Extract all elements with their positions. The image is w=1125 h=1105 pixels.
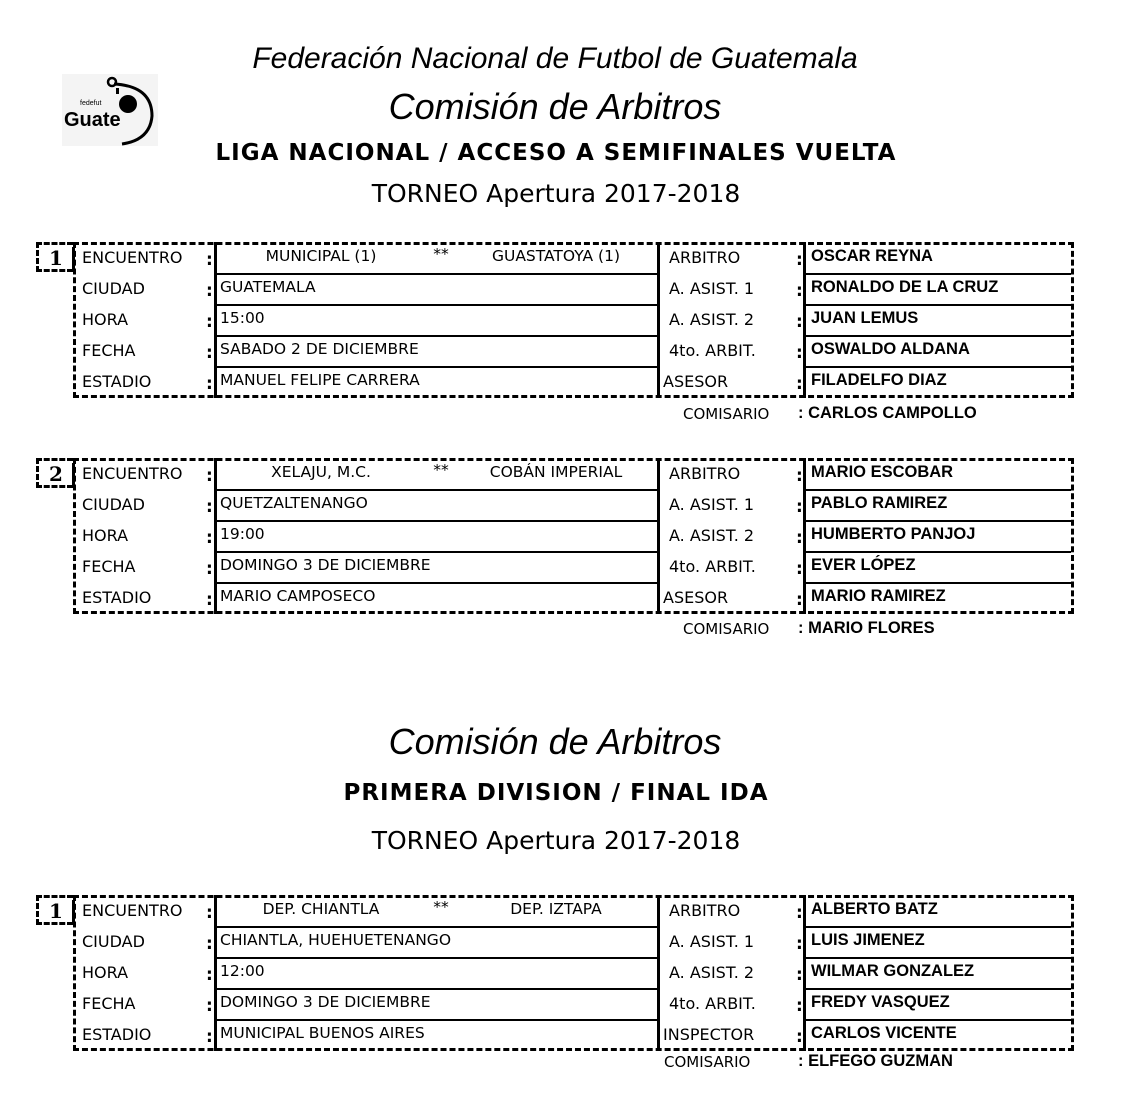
- official-colon: :: [796, 528, 803, 548]
- home-team: MUNICIPAL (1): [265, 247, 377, 265]
- column-divider: [803, 458, 806, 614]
- official-role: A. ASIST. 1: [669, 495, 755, 514]
- field-label: CIUDAD: [82, 495, 145, 514]
- official-name: OSWALDO ALDANA: [811, 340, 970, 358]
- field-value: QUETZALTENANGO: [220, 494, 368, 512]
- column-divider: [657, 458, 660, 614]
- field-label: CIUDAD: [82, 279, 145, 298]
- official-name: RONALDO DE LA CRUZ: [811, 278, 999, 296]
- field-colon: :: [206, 281, 213, 301]
- field-colon: :: [206, 965, 213, 985]
- tournament-title: TORNEO Apertura 2017-2018: [371, 179, 741, 208]
- commission-title: Comisión de Arbitros: [388, 86, 722, 127]
- field-value: DOMINGO 3 DE DICIEMBRE: [220, 993, 431, 1011]
- official-colon: :: [796, 497, 803, 517]
- commission-title: Comisión de Arbitros: [388, 721, 722, 762]
- match-block: [36, 458, 1074, 614]
- field-label: FECHA: [82, 557, 136, 576]
- match-number-text: 2: [49, 462, 63, 486]
- field-label: ESTADIO: [82, 372, 152, 391]
- competition-title: LIGA NACIONAL / ACCESO A SEMIFINALES VUELTA: [215, 140, 897, 166]
- official-name: PABLO RAMIREZ: [811, 494, 948, 512]
- field-label: FECHA: [82, 994, 136, 1013]
- match-block: [36, 242, 1074, 398]
- official-role: ASESOR: [663, 372, 729, 391]
- official-name: OSCAR REYNA: [811, 247, 933, 265]
- official-name: FREDY VASQUEZ: [811, 993, 950, 1011]
- official-role: 4to. ARBIT.: [669, 341, 756, 360]
- field-colon: :: [206, 903, 213, 923]
- official-colon: :: [796, 312, 803, 332]
- field-label: HORA: [82, 963, 129, 982]
- official-colon: :: [796, 903, 803, 923]
- field-value: 12:00: [220, 962, 265, 980]
- column-divider: [803, 242, 806, 398]
- field-label: ENCUENTRO: [82, 901, 183, 920]
- field-value: MUNICIPAL BUENOS AIRES: [220, 1024, 425, 1042]
- field-value: DOMINGO 3 DE DICIEMBRE: [220, 556, 431, 574]
- official-name: MARIO ESCOBAR: [811, 463, 954, 481]
- official-colon: :: [796, 343, 803, 363]
- field-value: GUATEMALA: [220, 278, 316, 296]
- column-divider: [803, 895, 806, 1051]
- field-label: HORA: [82, 526, 129, 545]
- official-role: A. ASIST. 2: [669, 526, 755, 545]
- official-colon: :: [796, 281, 803, 301]
- field-colon: :: [206, 1027, 213, 1047]
- field-label: CIUDAD: [82, 932, 145, 951]
- official-role: ARBITRO: [669, 464, 741, 483]
- field-colon: :: [206, 466, 213, 486]
- column-divider: [214, 895, 217, 1051]
- commissioner-name: : ELFEGO GUZMAN: [798, 1052, 953, 1070]
- field-value: MARIO CAMPOSECO: [220, 587, 376, 605]
- field-colon: :: [206, 934, 213, 954]
- official-name: FILADELFO DIAZ: [811, 371, 947, 389]
- official-colon: :: [796, 374, 803, 394]
- match-number-text: 1: [49, 246, 63, 270]
- official-colon: :: [796, 559, 803, 579]
- official-name: MARIO RAMIREZ: [811, 587, 946, 605]
- official-role: 4to. ARBIT.: [669, 557, 756, 576]
- field-colon: :: [206, 250, 213, 270]
- column-divider: [657, 895, 660, 1051]
- match-number: [36, 242, 73, 272]
- field-colon: :: [206, 559, 213, 579]
- commissioner-role: COMISARIO: [664, 1053, 751, 1071]
- field-label: ESTADIO: [82, 588, 152, 607]
- official-colon: :: [796, 934, 803, 954]
- field-label: ESTADIO: [82, 1025, 152, 1044]
- commissioner-role: COMISARIO: [683, 620, 770, 638]
- official-role: 4to. ARBIT.: [669, 994, 756, 1013]
- field-value: MANUEL FELIPE CARRERA: [220, 371, 420, 389]
- field-value: 15:00: [220, 309, 265, 327]
- official-role: A. ASIST. 2: [669, 310, 755, 329]
- match-number-text: 1: [49, 899, 63, 923]
- tournament-title: TORNEO Apertura 2017-2018: [371, 826, 741, 855]
- svg-text:fedefut: fedefut: [80, 100, 102, 107]
- field-value: 19:00: [220, 525, 265, 543]
- official-role: A. ASIST. 2: [669, 963, 755, 982]
- official-role: A. ASIST. 1: [669, 932, 755, 951]
- field-colon: :: [206, 312, 213, 332]
- official-role: INSPECTOR: [663, 1025, 755, 1044]
- column-divider: [214, 458, 217, 614]
- vs-marker: **: [433, 461, 449, 479]
- official-colon: :: [796, 996, 803, 1016]
- official-name: EVER LÓPEZ: [811, 556, 916, 574]
- official-name: ALBERTO BATZ: [811, 900, 938, 918]
- official-colon: :: [796, 250, 803, 270]
- match-number: [36, 895, 73, 925]
- row-divider: [216, 304, 658, 306]
- field-label: HORA: [82, 310, 129, 329]
- column-divider: [657, 242, 660, 398]
- commissioner-name: : CARLOS CAMPOLLO: [798, 404, 977, 422]
- field-colon: :: [206, 497, 213, 517]
- official-name: WILMAR GONZALEZ: [811, 962, 975, 980]
- field-colon: :: [206, 590, 213, 610]
- commissioner-name: : MARIO FLORES: [798, 619, 935, 637]
- vs-marker: **: [433, 898, 449, 916]
- column-divider: [214, 242, 217, 398]
- field-colon: :: [206, 528, 213, 548]
- field-value: CHIANTLA, HUEHUETENANGO: [220, 931, 452, 949]
- away-team: COBÁN IMPERIAL: [489, 463, 623, 481]
- official-colon: :: [796, 1027, 803, 1047]
- official-name: JUAN LEMUS: [811, 309, 919, 327]
- field-colon: :: [206, 374, 213, 394]
- official-colon: :: [796, 965, 803, 985]
- row-divider: [216, 520, 658, 522]
- federation-title: Federación Nacional de Futbol de Guatemala: [252, 42, 858, 75]
- home-team: DEP. CHIANTLA: [262, 900, 380, 918]
- official-colon: :: [796, 466, 803, 486]
- official-role: ASESOR: [663, 588, 729, 607]
- commissioner-role: COMISARIO: [683, 405, 770, 423]
- home-team: XELAJU, M.C.: [271, 463, 371, 481]
- field-label: ENCUENTRO: [82, 248, 183, 267]
- match-number: [36, 458, 73, 488]
- field-value: SABADO 2 DE DICIEMBRE: [220, 340, 419, 358]
- official-role: ARBITRO: [669, 248, 741, 267]
- official-role: ARBITRO: [669, 901, 741, 920]
- official-colon: :: [796, 590, 803, 610]
- official-role: A. ASIST. 1: [669, 279, 755, 298]
- field-label: FECHA: [82, 341, 136, 360]
- field-colon: :: [206, 343, 213, 363]
- competition-title: PRIMERA DIVISION / FINAL IDA: [343, 780, 769, 806]
- official-name: LUIS JIMENEZ: [811, 931, 925, 949]
- away-team: DEP. IZTAPA: [510, 900, 602, 918]
- row-divider: [216, 957, 658, 959]
- away-team: GUASTATOYA (1): [491, 247, 621, 265]
- official-name: CARLOS VICENTE: [811, 1024, 957, 1042]
- vs-marker: **: [433, 245, 449, 263]
- svg-text:Guate: Guate: [64, 109, 121, 131]
- field-colon: :: [206, 996, 213, 1016]
- official-name: HUMBERTO PANJOJ: [811, 525, 976, 543]
- field-label: ENCUENTRO: [82, 464, 183, 483]
- match-block: [36, 895, 1074, 1051]
